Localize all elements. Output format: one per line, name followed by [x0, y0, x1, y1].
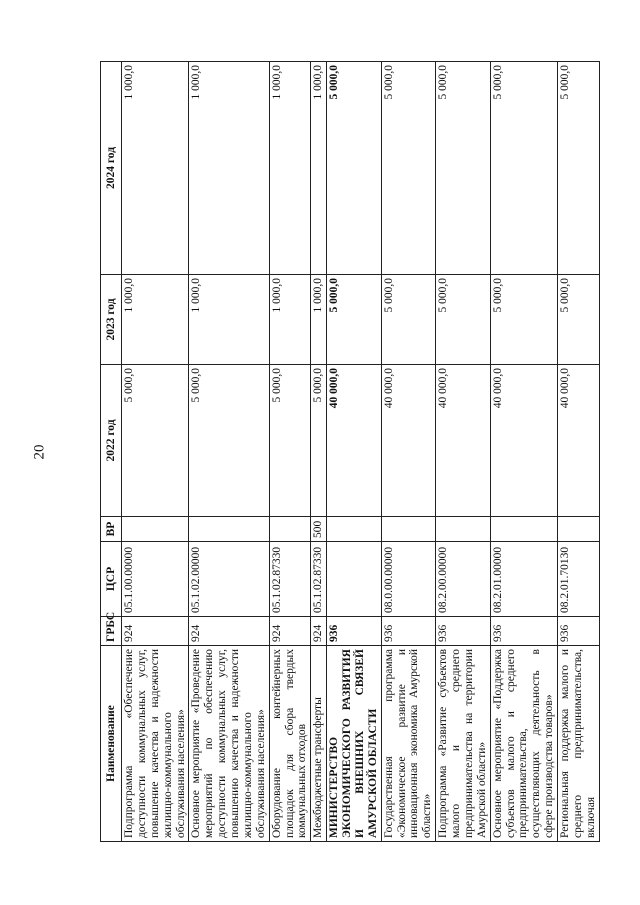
header-2024: 2024 год: [101, 62, 122, 275]
cell-name: Подпрограмма «Развитие субъектов малого и среднего предпринимательства на территории Амурской области»: [436, 646, 491, 842]
header-grbs: ГРБС: [101, 617, 122, 646]
cell-2023: 1 000,0: [311, 275, 327, 365]
cell-csr: 05.1.02.00000: [189, 542, 269, 617]
cell-name: Основное мероприятие «Проведение мероприятий по обеспечению доступности коммунальных услуг, повышению качества и надежности жилищно-коммунального обслуживания населения»: [189, 646, 269, 842]
cell-name: Оборудование контейнерных площадок для сбора твердых коммунальных отходов: [269, 646, 311, 842]
cell-csr: 08.2.00.00000: [436, 542, 491, 617]
cell-2023: 5 000,0: [436, 275, 491, 365]
cell-grbs: 924: [189, 617, 269, 646]
cell-vr: [327, 517, 382, 542]
table-row: [189, 62, 269, 842]
cell-grbs: 936: [436, 617, 491, 646]
cell-name: Государственная программа «Экономическое развитие и инновационная экономика Амурской области»: [381, 646, 436, 842]
cell-vr: [189, 517, 269, 542]
table-row: [490, 62, 557, 842]
cell-2022: 5 000,0: [311, 365, 327, 517]
table-row: [381, 62, 436, 842]
cell-grbs: 936: [327, 617, 382, 646]
cell-2024: 1 000,0: [269, 62, 311, 275]
header-name: Наименование: [101, 646, 122, 842]
table-row: [122, 62, 189, 842]
cell-grbs: 924: [311, 617, 327, 646]
cell-name: МИНИСТЕРСТВО ЭКОНОМИЧЕСКОГО РАЗВИТИЯ И ВНЕШНИХ СВЯЗЕЙ АМУРСКОЙ ОБЛАСТИ: [327, 646, 382, 842]
cell-2023: 1 000,0: [269, 275, 311, 365]
cell-name: Межбюджетные трансферты: [311, 646, 327, 842]
cell-2024: 5 000,0: [558, 62, 600, 275]
cell-grbs: 936: [490, 617, 557, 646]
budget-table: [100, 61, 600, 842]
table-row: [558, 62, 600, 842]
cell-vr: [381, 517, 436, 542]
cell-grbs: 924: [122, 617, 189, 646]
cell-2023: 5 000,0: [490, 275, 557, 365]
header-2022: 2022 год: [101, 365, 122, 517]
cell-vr: [490, 517, 557, 542]
cell-name: Основное мероприятие «Поддержка субъектов малого и среднего предпринимательства, осуществляющих деятельность в сфере производства товаров»: [490, 646, 557, 842]
cell-csr: 05.1.00.00000: [122, 542, 189, 617]
table-row: [269, 62, 311, 842]
cell-2023: 5 000,0: [381, 275, 436, 365]
cell-2022: 40 000,0: [327, 365, 382, 517]
cell-2022: 40 000,0: [436, 365, 491, 517]
cell-2024: 5 000,0: [436, 62, 491, 275]
cell-vr: [122, 517, 189, 542]
page-number: 20: [31, 444, 48, 460]
cell-2022: 40 000,0: [490, 365, 557, 517]
cell-2022: 40 000,0: [381, 365, 436, 517]
cell-csr: 05.1.02.87330: [269, 542, 311, 617]
cell-csr: 08.2.01.00000: [490, 542, 557, 617]
cell-2024: 5 000,0: [381, 62, 436, 275]
cell-vr: [558, 517, 600, 542]
cell-grbs: 924: [269, 617, 311, 646]
cell-grbs: 936: [558, 617, 600, 646]
cell-csr: 08.0.00.00000: [381, 542, 436, 617]
cell-2023: 1 000,0: [122, 275, 189, 365]
cell-2023: 1 000,0: [189, 275, 269, 365]
cell-2022: 5 000,0: [122, 365, 189, 517]
table-row-ministry: [327, 62, 382, 842]
cell-vr: 500: [311, 517, 327, 542]
cell-2024: 5 000,0: [490, 62, 557, 275]
cell-vr: [436, 517, 491, 542]
cell-name: Региональная поддержка малого и среднего предпринимательства, включая: [558, 646, 600, 842]
cell-2024: 5 000,0: [327, 62, 382, 275]
cell-name: Подпрограмма «Обеспечение доступности коммунальных услуг, повышение качества и надежности жилищно-коммунального обслуживания населения»: [122, 646, 189, 842]
table-row: [436, 62, 491, 842]
cell-vr: [269, 517, 311, 542]
header-2023: 2023 год: [101, 275, 122, 365]
cell-2023: 5 000,0: [558, 275, 600, 365]
header-vr: ВР: [101, 517, 122, 542]
cell-csr: [327, 542, 382, 617]
cell-2022: 40 000,0: [558, 365, 600, 517]
header-csr: ЦСР: [101, 542, 122, 617]
cell-2022: 5 000,0: [269, 365, 311, 517]
cell-2024: 1 000,0: [189, 62, 269, 275]
cell-grbs: 936: [381, 617, 436, 646]
rotated-table-wrapper: [100, 62, 597, 842]
table-row: [311, 62, 327, 842]
cell-2023: 5 000,0: [327, 275, 382, 365]
cell-2024: 1 000,0: [311, 62, 327, 275]
cell-2022: 5 000,0: [189, 365, 269, 517]
cell-csr: 05.1.02.87330: [311, 542, 327, 617]
cell-2024: 1 000,0: [122, 62, 189, 275]
table-header-row: [101, 62, 122, 842]
cell-csr: 08.2.01.70130: [558, 542, 600, 617]
